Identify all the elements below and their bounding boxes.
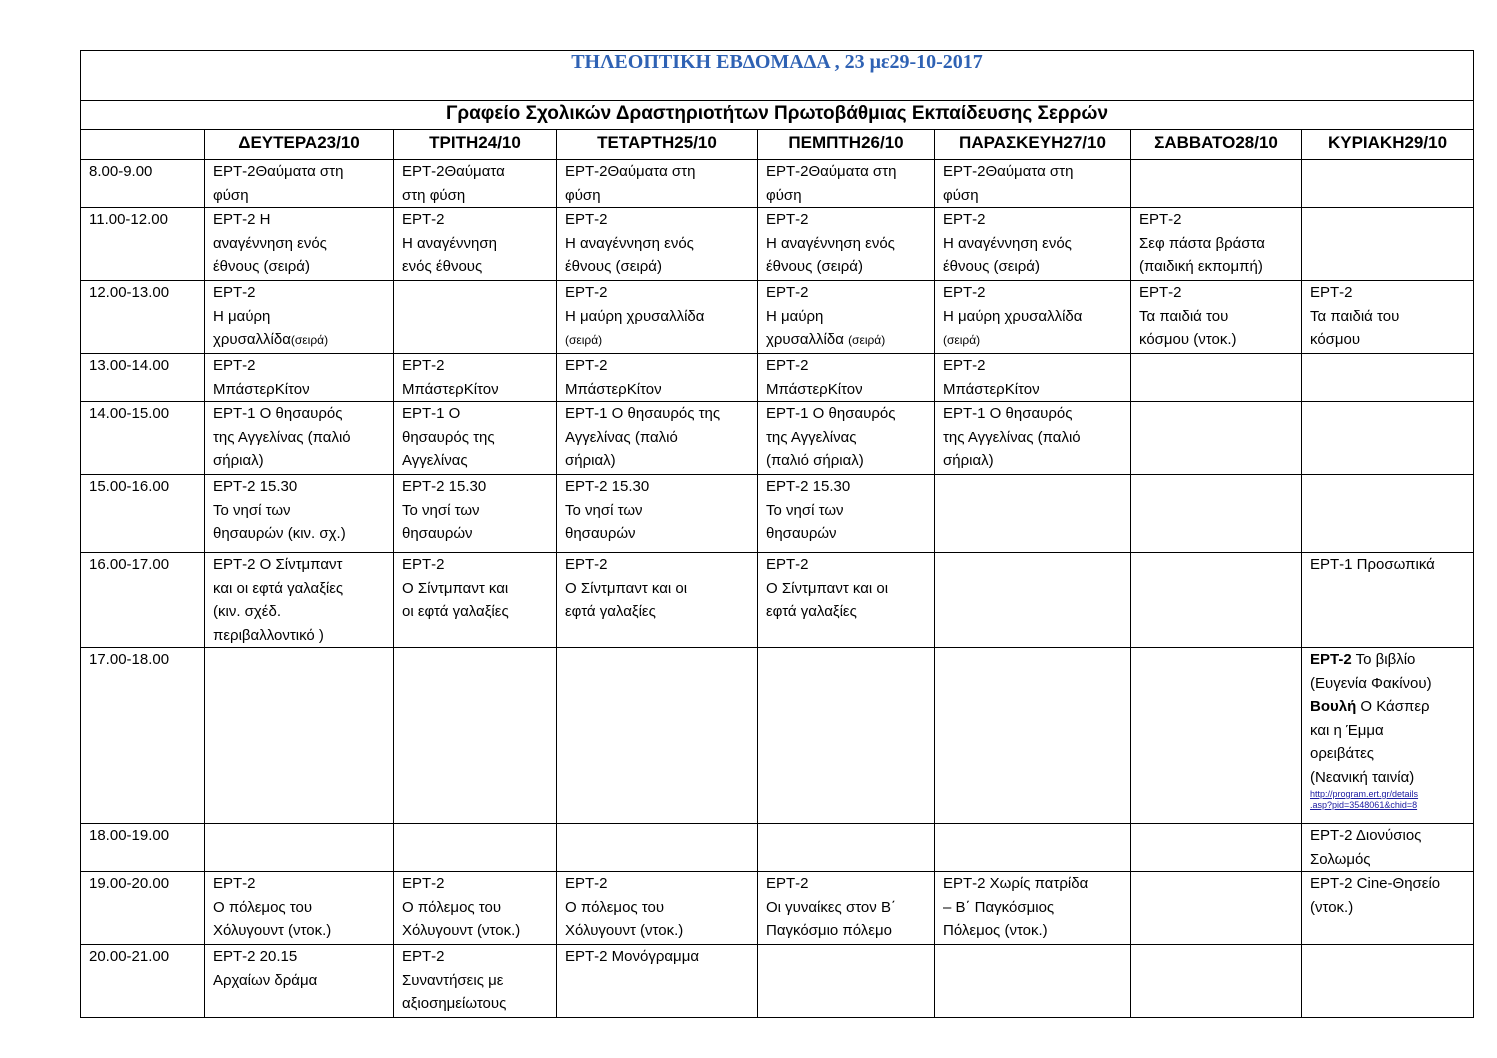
program-line: Χόλυγουντ (ντοκ.) — [402, 922, 521, 939]
program-cell — [758, 872, 935, 945]
program-cell — [1131, 160, 1302, 208]
time-slot: 18.00-19.00 — [81, 824, 205, 872]
program-cell — [205, 824, 394, 872]
program-cell — [935, 475, 1131, 553]
schedule-row — [81, 208, 1474, 281]
program-line: ΕΡΤ-2 — [213, 357, 256, 374]
program-cell — [394, 354, 557, 402]
program-line: οι εφτά γαλαξίες — [402, 603, 509, 620]
program-cell — [394, 945, 557, 1018]
program-line: ΕΡΤ-1 Ο θησαυρός της — [565, 405, 721, 422]
program-cell — [557, 475, 758, 553]
program-line: ΕΡΤ-2 15.30 — [565, 478, 650, 495]
program-cell — [758, 553, 935, 648]
program-cell — [758, 160, 935, 208]
time-slot: 20.00-21.00 — [81, 945, 205, 1018]
program-line: ΕΡΤ-2 — [565, 556, 608, 573]
time-slot: 16.00-17.00 — [81, 553, 205, 648]
program-line: Ο πόλεμος του — [213, 898, 313, 916]
program-cell — [557, 402, 758, 475]
program-cell — [205, 553, 394, 648]
program-cell — [557, 648, 758, 824]
program-line: ΕΡΤ-1 Ο θησαυρός — [943, 405, 1073, 422]
program-cell — [1131, 553, 1302, 648]
program-line: θησαυρών — [766, 525, 837, 542]
program-line: έθνους (σειρά) — [943, 258, 1040, 275]
program-line: Η αναγέννηση ενός — [565, 234, 694, 252]
program-line: χρυσαλλίδα (σειρά) — [766, 331, 886, 348]
schedule-row — [81, 648, 1474, 824]
schedule-row — [81, 945, 1474, 1018]
program-link[interactable]: .asp?pid=3548061&chid=8 — [1310, 800, 1418, 810]
program-line: Σεφ πάστα βράστα — [1139, 234, 1265, 252]
program-line: ΜπάστερΚίτον — [213, 380, 310, 398]
program-line: Αγγελίνας (παλιό — [565, 428, 678, 446]
program-cell — [205, 354, 394, 402]
program-line: Ο Σίντμπαντ και οι — [565, 579, 688, 597]
program-line: Αγγελίνας — [402, 452, 468, 469]
program-cell — [935, 945, 1131, 1018]
program-line: σήριαλ) — [943, 452, 994, 469]
program-line: σήριαλ) — [213, 452, 264, 469]
program-cell — [557, 872, 758, 945]
program-cell — [1302, 402, 1474, 475]
program-line: ΕΡΤ-2 Το βιβλίο — [1310, 651, 1416, 668]
program-line: Η μαύρη χρυσαλλίδα — [565, 307, 705, 325]
program-line: θησαυρών (κιν. σχ.) — [213, 525, 346, 542]
program-cell — [557, 553, 758, 648]
program-line: Η μαύρη χρυσαλλίδα — [943, 307, 1083, 325]
program-line: ΕΡΤ-2 — [402, 211, 445, 228]
program-cell — [557, 945, 758, 1018]
program-line: Το νησί των — [402, 501, 480, 519]
program-line: Αρχαίων δράμα — [213, 971, 318, 989]
program-line: και οι εφτά γαλαξίες — [213, 579, 344, 597]
program-line: ΕΡΤ-2 15.30 — [402, 478, 487, 495]
program-cell — [205, 160, 394, 208]
program-line: ΜπάστερΚίτον — [402, 380, 499, 398]
time-slot: 8.00-9.00 — [81, 160, 205, 208]
program-line: Το νησί των — [766, 501, 844, 519]
program-line: της Αγγελίνας — [766, 428, 857, 446]
program-cell — [205, 475, 394, 553]
program-cell — [205, 945, 394, 1018]
time-slot: 14.00-15.00 — [81, 402, 205, 475]
program-line: φύση — [565, 186, 601, 204]
program-line: ΕΡΤ-2 — [213, 875, 256, 892]
program-line: ΕΡΤ-1 Ο θησαυρός — [766, 405, 896, 422]
program-line: Η αναγέννηση ενός — [766, 234, 895, 252]
program-cell — [1131, 354, 1302, 402]
program-line: (σειρά) — [565, 333, 603, 347]
day-header: ΠΑΡΑΣΚΕΥΗ27/10 — [935, 130, 1131, 160]
time-slot: 11.00-12.00 — [81, 208, 205, 281]
program-cell — [1302, 354, 1474, 402]
program-cell — [394, 553, 557, 648]
program-line: ορειβάτες — [1310, 745, 1375, 762]
program-line: Συναντήσεις με — [402, 971, 504, 989]
time-slot: 17.00-18.00 — [81, 648, 205, 824]
program-line: ΕΡΤ-2 — [766, 357, 809, 374]
program-cell — [935, 160, 1131, 208]
program-line: Ο Σίντμπαντ και οι — [766, 579, 889, 597]
program-cell — [758, 475, 935, 553]
program-line: αξιοσημείωτους — [402, 995, 507, 1012]
program-cell — [935, 208, 1131, 281]
program-line: ΕΡΤ-1 Ο θησαυρός — [213, 405, 343, 422]
program-line: (κιν. σχέδ. — [213, 603, 281, 620]
program-line: Τα παιδιά του — [1310, 307, 1400, 325]
program-line: ΜπάστερΚίτον — [766, 380, 863, 398]
program-line: ΕΡΤ-2 — [766, 875, 809, 892]
program-line: Ο πόλεμος του — [402, 898, 502, 916]
program-line: Χόλυγουντ (ντοκ.) — [565, 922, 684, 939]
program-line: περιβαλλοντικό ) — [213, 626, 324, 644]
schedule-row — [81, 160, 1474, 208]
program-cell — [935, 281, 1131, 354]
schedule-row — [81, 354, 1474, 402]
program-cell — [394, 824, 557, 872]
program-cell — [557, 354, 758, 402]
program-line: ΕΡΤ-2 — [402, 556, 445, 573]
program-line: – Β΄ Παγκόσμιος — [943, 898, 1055, 916]
program-line: ΕΡΤ-2 15.30 — [766, 478, 851, 495]
program-cell — [394, 648, 557, 824]
program-line: ΕΡΤ-2Θαύματα στη — [213, 163, 344, 180]
program-line: ΕΡΤ-2 — [766, 284, 809, 301]
program-line: Η αναγέννηση ενός — [943, 234, 1072, 252]
schedule-row — [81, 475, 1474, 553]
program-cell — [935, 553, 1131, 648]
program-line: Πόλεμος (ντοκ.) — [943, 922, 1048, 939]
program-line: ΕΡΤ-2 — [943, 284, 986, 301]
program-line: θησαυρός της — [402, 428, 495, 446]
program-cell — [935, 354, 1131, 402]
tv-schedule-table — [80, 50, 1474, 1018]
program-line: Χόλυγουντ (ντοκ.) — [213, 922, 332, 939]
program-line: ΕΡΤ-2 — [1310, 284, 1353, 301]
program-cell — [394, 402, 557, 475]
program-line: και η Έμμα — [1310, 721, 1384, 739]
program-line: (ντοκ.) — [1310, 898, 1354, 916]
schedule-row — [81, 824, 1474, 872]
program-line: ΕΡΤ-2 — [402, 948, 445, 965]
program-line: ΕΡΤ-2 — [943, 357, 986, 374]
program-line: φύση — [766, 186, 802, 204]
day-header: ΤΕΤΑΡΤΗ25/10 — [557, 130, 758, 160]
program-line: εφτά γαλαξίες — [565, 603, 656, 620]
program-line: ΕΡΤ-2Θαύματα στη — [565, 163, 696, 180]
program-cell — [1131, 281, 1302, 354]
program-line: ΕΡΤ-2 Ο Σίντμπαντ — [213, 556, 343, 573]
program-cell — [1131, 872, 1302, 945]
program-cell — [1131, 208, 1302, 281]
program-cell — [1131, 402, 1302, 475]
program-line: Βουλή Ο Κάσπερ — [1310, 698, 1430, 715]
program-line: ΕΡΤ-2 15.30 — [213, 478, 298, 495]
program-line: ΕΡΤ-2 Διονύσιος — [1310, 827, 1422, 844]
program-line: θησαυρών — [565, 525, 636, 542]
program-line: (Ευγενία Φακίνου) — [1310, 674, 1432, 692]
program-line: ΕΡΤ-2 — [1139, 211, 1182, 228]
program-cell — [758, 208, 935, 281]
program-line: έθνους (σειρά) — [213, 258, 310, 275]
program-line: αναγέννηση ενός — [213, 234, 327, 252]
program-line: ΕΡΤ-2 — [402, 875, 445, 892]
program-line: έθνους (σειρά) — [766, 258, 863, 275]
program-cell — [205, 648, 394, 824]
program-line: Τα παιδιά του — [1139, 307, 1229, 325]
program-line: θησαυρών — [402, 525, 473, 542]
program-cell — [758, 281, 935, 354]
day-header: ΠΕΜΠΤΗ26/10 — [758, 130, 935, 160]
program-line: Ο πόλεμος του — [565, 898, 665, 916]
corner-cell — [81, 130, 205, 160]
channel-label: Βουλή — [1310, 698, 1357, 715]
program-line: Η αναγέννηση — [402, 234, 497, 252]
program-cell — [557, 824, 758, 872]
program-cell — [935, 872, 1131, 945]
program-line: (σειρά) — [943, 333, 981, 347]
program-line: χρυσαλλίδα(σειρά) — [213, 331, 329, 348]
program-link[interactable]: http://program.ert.gr/details — [1310, 789, 1419, 799]
program-cell — [1302, 945, 1474, 1018]
program-cell — [394, 208, 557, 281]
program-cell — [1131, 824, 1302, 872]
program-cell — [394, 160, 557, 208]
program-cell — [1131, 475, 1302, 553]
program-cell — [205, 872, 394, 945]
program-line: κόσμου (ντοκ.) — [1139, 331, 1237, 348]
program-line: ΕΡΤ-2 — [402, 357, 445, 374]
program-cell — [557, 281, 758, 354]
program-cell — [394, 872, 557, 945]
time-slot: 13.00-14.00 — [81, 354, 205, 402]
program-cell — [935, 402, 1131, 475]
program-line: ΕΡΤ-2 — [565, 284, 608, 301]
program-line: ΕΡΤ-2 — [766, 556, 809, 573]
channel-label: ΕΡΤ-2 — [1310, 651, 1352, 668]
day-header: ΣΑΒΒΑΤΟ28/10 — [1131, 130, 1302, 160]
program-line: της Αγγελίνας (παλιό — [943, 428, 1081, 446]
program-line: Η μαύρη — [766, 307, 824, 325]
program-line: Το νησί των — [213, 501, 291, 519]
program-line: ΕΡΤ-2 — [565, 875, 608, 892]
program-cell — [758, 354, 935, 402]
time-slot: 15.00-16.00 — [81, 475, 205, 553]
program-line: φύση — [943, 186, 979, 204]
program-line: ΕΡΤ-2 — [565, 211, 608, 228]
program-line: ΕΡΤ-2 — [213, 284, 256, 301]
program-cell — [1302, 281, 1474, 354]
program-line: (παιδική εκπομπή) — [1139, 258, 1263, 275]
program-line: ΕΡΤ-2 — [766, 211, 809, 228]
program-line: ΕΡΤ-2 Μονόγραμμα — [565, 948, 700, 965]
program-cell — [1302, 824, 1474, 872]
program-cell — [1131, 648, 1302, 824]
program-cell — [205, 281, 394, 354]
program-line: (Νεανική ταινία) — [1310, 768, 1415, 786]
page-subtitle: Γραφείο Σχολικών Δραστηριοτήτων Πρωτοβάθμιας Εκπαίδευσης Σερρών — [81, 101, 1474, 130]
program-line: ΕΡΤ-2 Cine-Θησείο — [1310, 875, 1441, 892]
day-header: ΚΥΡΙΑΚΗ29/10 — [1302, 130, 1474, 160]
program-line: έθνους (σειρά) — [565, 258, 662, 275]
schedule-row — [81, 553, 1474, 648]
program-line: (παλιό σήριαλ) — [766, 452, 864, 469]
program-line: ΕΡΤ-2 Χωρίς πατρίδα — [943, 875, 1089, 892]
program-cell — [1131, 945, 1302, 1018]
program-line: φύση — [213, 186, 249, 204]
program-cell — [1302, 475, 1474, 553]
program-cell — [557, 208, 758, 281]
program-line: ΕΡΤ-2Θαύματα στη — [943, 163, 1074, 180]
time-slot: 19.00-20.00 — [81, 872, 205, 945]
program-line: ΕΡΤ-2Θαύματα — [402, 163, 505, 180]
program-cell — [1302, 160, 1474, 208]
program-line: εφτά γαλαξίες — [766, 603, 857, 620]
day-header: ΔΕΥΤΕΡΑ23/10 — [205, 130, 394, 160]
program-cell — [1302, 872, 1474, 945]
program-line: ΕΡΤ-1 Προσωπικά — [1310, 556, 1435, 573]
program-line: ΕΡΤ-1 Ο — [402, 405, 461, 422]
program-cell — [557, 160, 758, 208]
program-cell — [935, 824, 1131, 872]
day-header: ΤΡΙΤΗ24/10 — [394, 130, 557, 160]
program-cell — [1302, 648, 1474, 824]
schedule-row — [81, 281, 1474, 354]
program-line: Παγκόσμιο πόλεμο — [766, 922, 892, 939]
program-line: σήριαλ) — [565, 452, 616, 469]
program-cell — [394, 475, 557, 553]
program-cell — [758, 402, 935, 475]
program-line: ΕΡΤ-2 — [943, 211, 986, 228]
program-line: ΕΡΤ-2 — [1139, 284, 1182, 301]
program-cell — [758, 824, 935, 872]
program-line: ΕΡΤ-2 20.15 — [213, 948, 298, 965]
page-title: ΤΗΛΕΟΠΤΙΚΗ ΕΒΔΟΜΑΔΑ , 23 με29-10-2017 — [81, 51, 1474, 101]
program-cell — [758, 648, 935, 824]
program-cell — [1302, 553, 1474, 648]
program-line: ΜπάστερΚίτον — [565, 380, 662, 398]
program-line: Ο Σίντμπαντ και — [402, 579, 509, 597]
program-line: Η μαύρη — [213, 307, 271, 325]
program-line: Το νησί των — [565, 501, 643, 519]
schedule-row — [81, 402, 1474, 475]
schedule-row — [81, 872, 1474, 945]
program-line: Σολωμός — [1310, 850, 1371, 868]
program-line: ΕΡΤ-2 — [565, 357, 608, 374]
program-cell — [935, 648, 1131, 824]
program-cell — [1302, 208, 1474, 281]
program-line: της Αγγελίνας (παλιό — [213, 428, 351, 446]
program-cell — [758, 945, 935, 1018]
program-line: ενός έθνους — [402, 258, 483, 275]
program-cell — [394, 281, 557, 354]
time-slot: 12.00-13.00 — [81, 281, 205, 354]
program-line: ΜπάστερΚίτον — [943, 380, 1040, 398]
program-line: ΕΡΤ-2 Η — [213, 211, 271, 228]
program-line: ΕΡΤ-2Θαύματα στη — [766, 163, 897, 180]
program-cell — [205, 208, 394, 281]
program-line: στη φύση — [402, 186, 466, 204]
program-cell — [205, 402, 394, 475]
program-line: Οι γυναίκες στον Β΄ — [766, 898, 896, 916]
program-line: κόσμου — [1310, 331, 1361, 348]
